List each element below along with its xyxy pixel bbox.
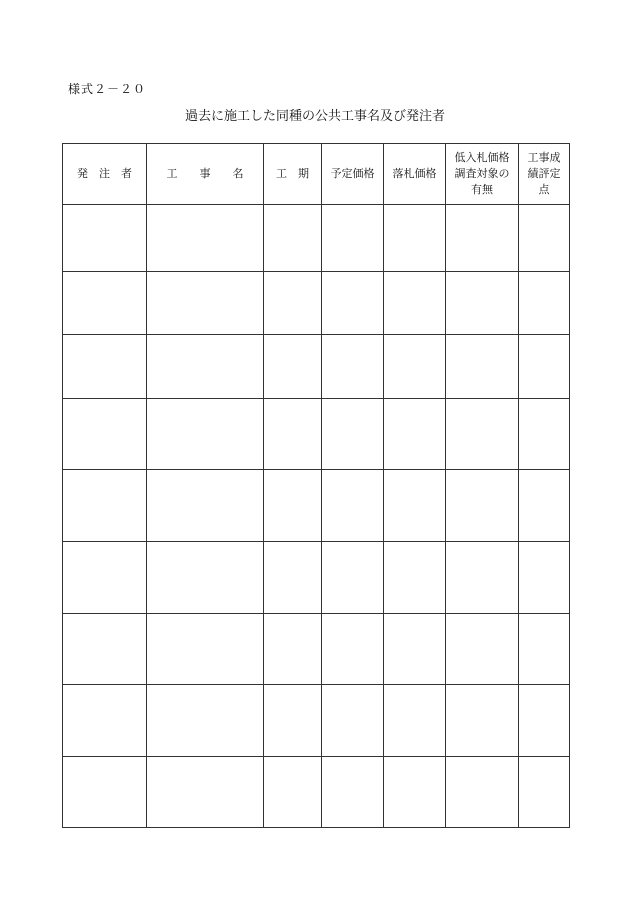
cell-low-bid-survey[interactable] <box>446 614 519 685</box>
table-row <box>63 542 570 614</box>
header-cell-low-bid-survey <box>446 144 519 205</box>
table-row <box>63 757 570 828</box>
cell-low-bid-survey[interactable] <box>446 399 519 470</box>
table-header-row <box>63 144 570 205</box>
cell-performance-score[interactable] <box>519 685 570 757</box>
cell-low-bid-survey[interactable] <box>446 470 519 542</box>
cell-winning-bid[interactable] <box>384 614 446 685</box>
table-row <box>63 399 570 470</box>
header-label-low-bid-survey: 低入札価格調査対象の有無 <box>454 151 510 196</box>
cell-low-bid-survey[interactable] <box>446 542 519 614</box>
cell-project-name[interactable] <box>147 399 264 470</box>
table-row <box>63 685 570 757</box>
cell-project-name[interactable] <box>147 205 264 272</box>
cell-low-bid-survey[interactable] <box>446 272 519 335</box>
cell-project-name[interactable] <box>147 470 264 542</box>
cell-planned-price[interactable] <box>322 614 384 685</box>
cell-period[interactable] <box>264 614 322 685</box>
cell-planned-price[interactable] <box>322 335 384 399</box>
header-label-project-name: 工 事 名 <box>166 167 244 180</box>
cell-performance-score[interactable] <box>519 335 570 399</box>
cell-performance-score[interactable] <box>519 614 570 685</box>
table-row <box>63 272 570 335</box>
cell-planned-price[interactable] <box>322 399 384 470</box>
cell-orderer[interactable] <box>63 757 147 828</box>
construction-record-table <box>62 143 570 828</box>
header-label-performance-score: 工事成績評定点 <box>527 151 561 196</box>
cell-period[interactable] <box>264 470 322 542</box>
cell-performance-score[interactable] <box>519 757 570 828</box>
cell-orderer[interactable] <box>63 335 147 399</box>
header-cell-orderer <box>63 144 147 205</box>
page-title: 過去に施工した同種の公共工事名及び発注者 <box>184 109 445 124</box>
cell-low-bid-survey[interactable] <box>446 757 519 828</box>
cell-period[interactable] <box>264 542 322 614</box>
cell-period[interactable] <box>264 335 322 399</box>
cell-period[interactable] <box>264 272 322 335</box>
cell-orderer[interactable] <box>63 272 147 335</box>
cell-period[interactable] <box>264 757 322 828</box>
cell-performance-score[interactable] <box>519 470 570 542</box>
cell-planned-price[interactable] <box>322 470 384 542</box>
cell-planned-price[interactable] <box>322 205 384 272</box>
cell-winning-bid[interactable] <box>384 685 446 757</box>
cell-winning-bid[interactable] <box>384 205 446 272</box>
cell-winning-bid[interactable] <box>384 272 446 335</box>
header-cell-performance-score <box>519 144 570 205</box>
header-cell-period <box>264 144 322 205</box>
header-label-orderer: 発 注 者 <box>77 167 132 180</box>
cell-project-name[interactable] <box>147 757 264 828</box>
cell-period[interactable] <box>264 685 322 757</box>
cell-performance-score[interactable] <box>519 542 570 614</box>
header-cell-winning-bid <box>384 144 446 205</box>
cell-project-name[interactable] <box>147 542 264 614</box>
cell-low-bid-survey[interactable] <box>446 685 519 757</box>
cell-winning-bid[interactable] <box>384 470 446 542</box>
cell-orderer[interactable] <box>63 399 147 470</box>
cell-low-bid-survey[interactable] <box>446 335 519 399</box>
table-row <box>63 335 570 399</box>
cell-performance-score[interactable] <box>519 272 570 335</box>
cell-orderer[interactable] <box>63 685 147 757</box>
header-cell-planned-price <box>322 144 384 205</box>
cell-low-bid-survey[interactable] <box>446 205 519 272</box>
cell-winning-bid[interactable] <box>384 335 446 399</box>
cell-orderer[interactable] <box>63 542 147 614</box>
table-row <box>63 470 570 542</box>
table-row <box>63 205 570 272</box>
header-cell-project-name <box>147 144 264 205</box>
cell-project-name[interactable] <box>147 335 264 399</box>
cell-performance-score[interactable] <box>519 399 570 470</box>
cell-period[interactable] <box>264 399 322 470</box>
cell-winning-bid[interactable] <box>384 399 446 470</box>
header-label-period: 工 期 <box>276 167 309 180</box>
header-label-planned-price: 予定価格 <box>330 167 375 180</box>
cell-winning-bid[interactable] <box>384 757 446 828</box>
cell-period[interactable] <box>264 205 322 272</box>
cell-project-name[interactable] <box>147 685 264 757</box>
form-number: 様式２－２０ <box>68 82 147 96</box>
cell-winning-bid[interactable] <box>384 542 446 614</box>
cell-project-name[interactable] <box>147 614 264 685</box>
cell-project-name[interactable] <box>147 272 264 335</box>
header-label-winning-bid: 落札価格 <box>392 167 437 180</box>
cell-orderer[interactable] <box>63 470 147 542</box>
cell-orderer[interactable] <box>63 205 147 272</box>
cell-planned-price[interactable] <box>322 542 384 614</box>
cell-orderer[interactable] <box>63 614 147 685</box>
cell-planned-price[interactable] <box>322 272 384 335</box>
cell-performance-score[interactable] <box>519 205 570 272</box>
cell-planned-price[interactable] <box>322 685 384 757</box>
cell-planned-price[interactable] <box>322 757 384 828</box>
table-row <box>63 614 570 685</box>
